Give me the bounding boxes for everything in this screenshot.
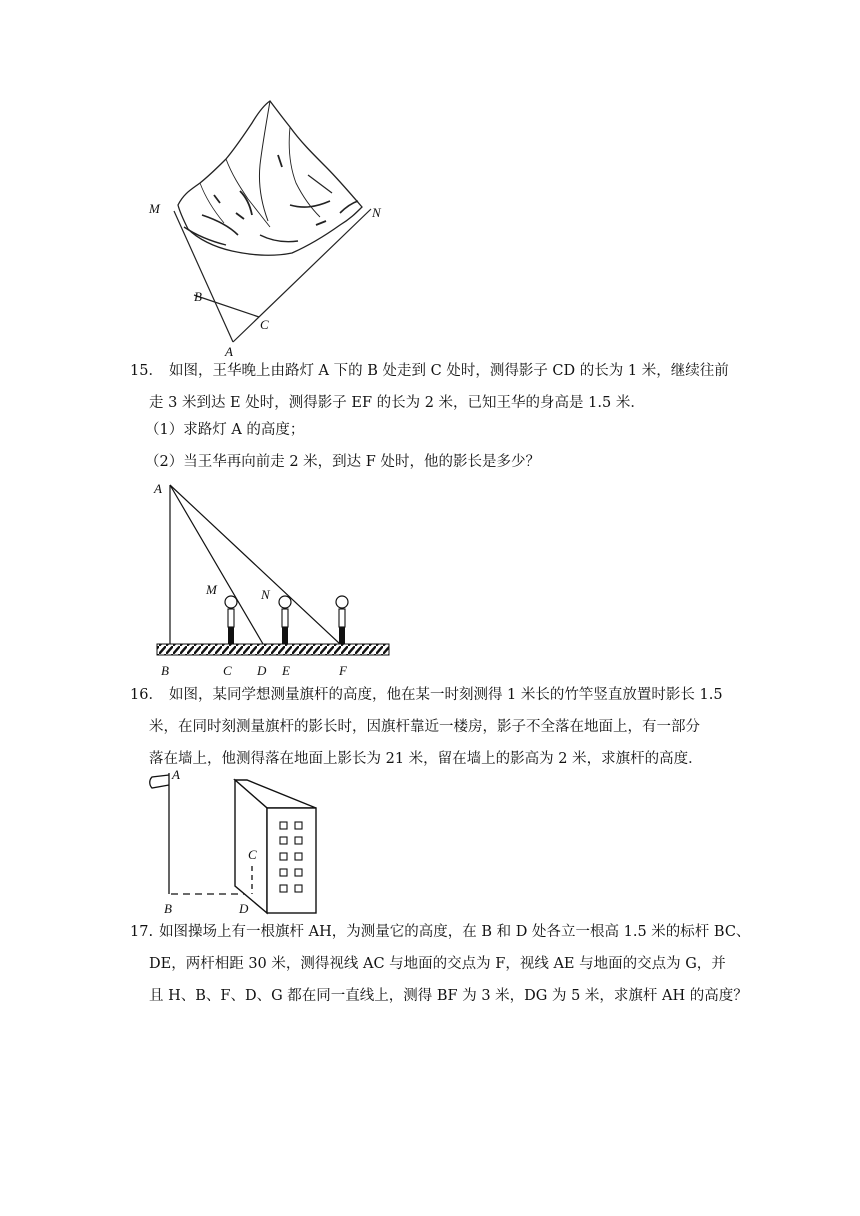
label-B: B [194,289,202,304]
label-A: A [154,481,162,496]
question-16-text-1: 如图，某同学想测量旗杆的高度，他在某一时刻测得 1 米长的竹竿竖直放置时影长 1.5 [168,687,723,703]
question-16-line-2: 米，在同时刻测量旗杆的影长时，因旗杆靠近一楼房，影子不全落在地面上，有一部分 [149,719,700,735]
question-16-number: 16． [130,687,163,703]
label-A: A [225,344,233,359]
question-15-part-2: （2）当王华再向前走 2 米，到达 F 处时，他的影长是多少？ [145,454,540,470]
light-rays [170,485,340,644]
mountain-drawing [178,101,362,255]
question-17-line-2: DE，两杆相距 30 米，测得视线 AC 与地面的交点为 F，视线 AE 与地面的交点为 G，并 [149,956,726,972]
question-15 [130,355,780,419]
label-B: B [161,663,169,678]
person-at-F [336,596,348,644]
question-15-text-1: 如图，王华晚上由路灯 A 下的 B 处走到 C 处时，测得影子 CD 的长为 1 米，继续往前 [168,363,729,379]
label-N: N [261,587,270,602]
label-E: E [282,663,290,678]
ground [157,644,389,655]
person-at-E [279,596,291,644]
flagpole [150,773,169,894]
question-15-part-1: （1）求路灯 A 的高度； [145,422,305,438]
label-M: M [149,201,160,216]
label-C: C [260,317,269,332]
question-15-line-2: 走 3 米到达 E 处时，测得影子 EF 的长为 2 米，已知王华的身高是 1.5 米． [149,395,645,411]
question-17 [130,916,780,1012]
question-15-line-1 [130,355,780,387]
mountain-figure [140,95,400,360]
question-17-line-3: 且 H、B、F、D、G 都在同一直线上，测得 BF 为 3 米，DG 为 5 米，求旗杆 AH 的高度？ [149,988,748,1004]
question-16-line-1 [130,679,780,711]
label-D: D [257,663,267,678]
lamp-figure [145,478,400,680]
flagpole-figure [140,768,350,916]
label-D: D [239,901,249,916]
sight-lines [174,209,371,342]
label-C: C [223,663,232,678]
question-15-number: 15． [130,363,163,379]
question-16 [130,679,780,775]
label-F: F [339,663,347,678]
question-16-line-3: 落在墙上，他测得落在地面上影长为 21 米，留在墙上的影高为 2 米，求旗杆的高度． [149,751,703,767]
question-17-text-1: 如图操场上有一根旗杆 AH，为测量它的高度，在 B 和 D 处各立一根高 1.5 米的标杆 BC、 [159,924,751,940]
question-17-line-1 [130,916,780,948]
label-N: N [372,205,381,220]
person-at-C [225,596,237,644]
label-C: C [248,847,257,862]
label-B: B [164,901,172,916]
question-17-number: 17. [130,924,154,940]
label-M: M [206,582,217,597]
label-A: A [172,768,180,782]
